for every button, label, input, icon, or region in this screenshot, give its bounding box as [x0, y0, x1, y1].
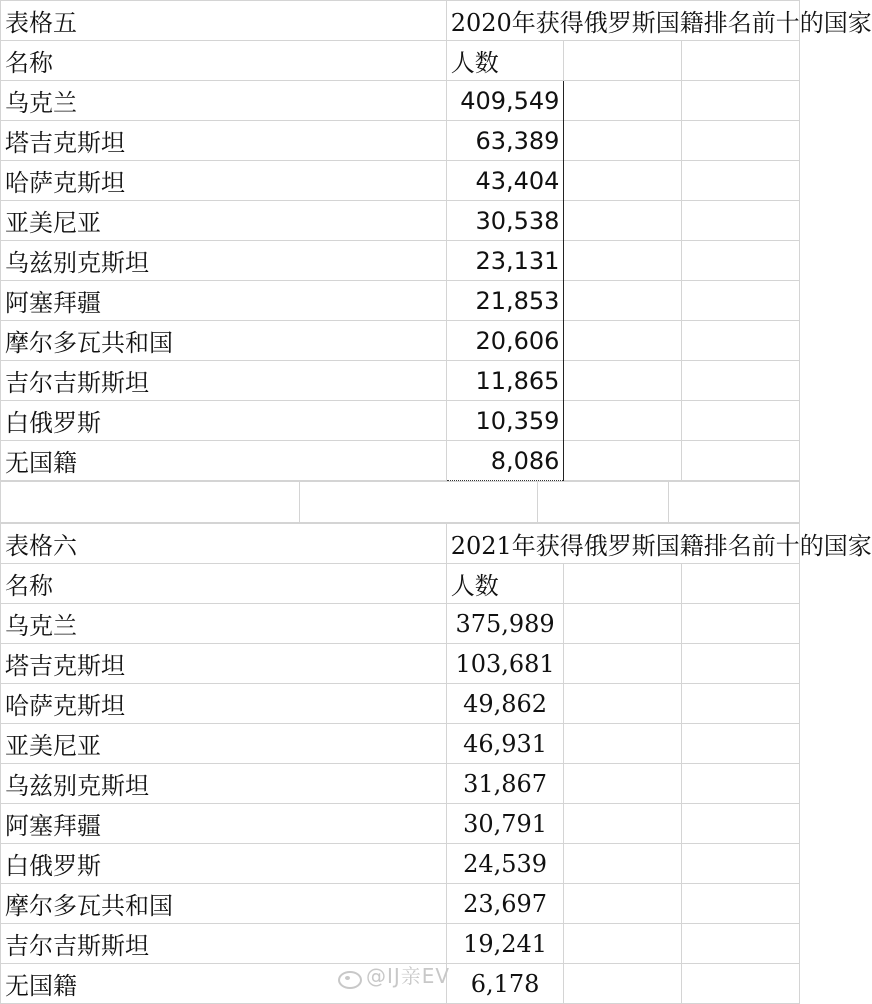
table-row [1, 604, 800, 644]
country-name-cell[interactable]: 哈萨克斯坦 [1, 161, 447, 201]
country-name-cell[interactable]: 哈萨克斯坦 [1, 684, 447, 724]
empty-cell[interactable] [564, 401, 682, 441]
header-name[interactable]: 名称 [1, 41, 447, 81]
table-row [1, 804, 800, 844]
count-cell[interactable]: 24,539 [446, 844, 564, 884]
count-cell[interactable]: 21,853 [446, 281, 564, 321]
header-row [1, 41, 800, 81]
table-row [1, 281, 800, 321]
table-label-row [1, 524, 800, 564]
table-label-row [1, 1, 800, 41]
country-name-cell[interactable]: 乌克兰 [1, 81, 447, 121]
country-name-cell[interactable]: 亚美尼亚 [1, 201, 447, 241]
empty-cell[interactable] [564, 361, 682, 401]
country-name-cell[interactable]: 白俄罗斯 [1, 401, 447, 441]
empty-cell[interactable] [682, 121, 800, 161]
watermark [336, 960, 450, 989]
count-cell[interactable]: 23,131 [446, 241, 564, 281]
empty-cell[interactable] [564, 644, 682, 684]
empty-cell[interactable] [682, 964, 800, 1004]
count-cell[interactable]: 30,538 [446, 201, 564, 241]
table-row [1, 121, 800, 161]
empty-cell[interactable] [564, 321, 682, 361]
empty-cell[interactable] [682, 161, 800, 201]
empty-cell[interactable] [682, 281, 800, 321]
empty-cell[interactable] [682, 684, 800, 724]
count-cell[interactable]: 375,989 [446, 604, 564, 644]
count-cell[interactable]: 10,359 [446, 401, 564, 441]
count-cell[interactable]: 6,178 [446, 964, 564, 1004]
empty-cell[interactable] [682, 604, 800, 644]
empty-cell[interactable] [682, 41, 800, 81]
table-row [1, 684, 800, 724]
count-cell[interactable]: 11,865 [446, 361, 564, 401]
count-cell[interactable]: 30,791 [446, 804, 564, 844]
country-name-cell[interactable]: 吉尔吉斯斯坦 [1, 924, 447, 964]
country-name-cell[interactable]: 乌兹别克斯坦 [1, 241, 447, 281]
empty-cell[interactable] [564, 241, 682, 281]
empty-cell[interactable] [682, 764, 800, 804]
table-row [1, 924, 800, 964]
empty-cell[interactable] [682, 401, 800, 441]
empty-cell[interactable] [682, 884, 800, 924]
table-title[interactable]: 2020年获得俄罗斯国籍排名前十的国家 [446, 1, 799, 41]
empty-cell[interactable] [682, 804, 800, 844]
empty-cell[interactable] [564, 41, 682, 81]
count-cell[interactable]: 46,931 [446, 724, 564, 764]
empty-cell[interactable] [537, 482, 668, 523]
country-name-cell[interactable]: 无国籍 [1, 441, 447, 481]
empty-cell[interactable] [682, 361, 800, 401]
empty-cell[interactable] [564, 764, 682, 804]
count-cell[interactable]: 8,086 [446, 441, 564, 481]
count-cell[interactable]: 49,862 [446, 684, 564, 724]
empty-cell[interactable] [682, 924, 800, 964]
empty-cell[interactable] [564, 964, 682, 1004]
header-count[interactable]: 人数 [446, 41, 564, 81]
table-row [1, 724, 800, 764]
empty-cell[interactable] [564, 441, 682, 481]
empty-cell[interactable] [564, 724, 682, 764]
empty-cell[interactable] [564, 604, 682, 644]
count-cell[interactable]: 19,241 [446, 924, 564, 964]
header-row [1, 564, 800, 604]
blank-row [1, 482, 800, 523]
empty-cell[interactable] [564, 884, 682, 924]
country-name-cell[interactable]: 吉尔吉斯斯坦 [1, 361, 447, 401]
table-row [1, 81, 800, 121]
header-count[interactable]: 人数 [446, 564, 564, 604]
header-name[interactable]: 名称 [1, 564, 447, 604]
table-row [1, 161, 800, 201]
country-name-cell[interactable]: 塔吉克斯坦 [1, 121, 447, 161]
empty-cell[interactable] [682, 564, 800, 604]
empty-cell[interactable] [564, 81, 682, 121]
count-cell[interactable]: 20,606 [446, 321, 564, 361]
table-row [1, 844, 800, 884]
table-row [1, 401, 800, 441]
count-cell[interactable]: 103,681 [446, 644, 564, 684]
empty-cell[interactable] [564, 161, 682, 201]
country-name-cell[interactable]: 无国籍 [1, 964, 447, 1004]
count-cell[interactable]: 23,697 [446, 884, 564, 924]
spacer-row [0, 481, 800, 523]
empty-cell[interactable] [1, 482, 300, 523]
count-cell[interactable]: 409,549 [446, 81, 564, 121]
empty-cell[interactable] [564, 844, 682, 884]
country-name-cell[interactable]: 阿塞拜疆 [1, 804, 447, 844]
empty-cell[interactable] [564, 804, 682, 844]
country-name-cell[interactable]: 摩尔多瓦共和国 [1, 884, 447, 924]
weibo-icon [336, 968, 362, 988]
empty-cell[interactable] [564, 924, 682, 964]
country-name-cell[interactable]: 亚美尼亚 [1, 724, 447, 764]
country-name-cell[interactable]: 白俄罗斯 [1, 844, 447, 884]
country-name-cell[interactable]: 摩尔多瓦共和国 [1, 321, 447, 361]
empty-cell[interactable] [564, 281, 682, 321]
watermark-text: @IJ亲EV [366, 964, 451, 988]
table-title[interactable]: 2021年获得俄罗斯国籍排名前十的国家 [446, 524, 799, 564]
count-cell[interactable]: 31,867 [446, 764, 564, 804]
count-cell[interactable]: 43,404 [446, 161, 564, 201]
empty-cell[interactable] [564, 684, 682, 724]
empty-cell[interactable] [682, 441, 800, 481]
table-row [1, 884, 800, 924]
empty-cell[interactable] [300, 482, 537, 523]
country-name-cell[interactable]: 乌兹别克斯坦 [1, 764, 447, 804]
count-cell[interactable]: 63,389 [446, 121, 564, 161]
empty-cell[interactable] [564, 201, 682, 241]
table-label[interactable]: 表格五 [1, 1, 447, 41]
table-row [1, 241, 800, 281]
country-name-cell[interactable]: 乌克兰 [1, 604, 447, 644]
table-row [1, 441, 800, 481]
empty-cell[interactable] [682, 201, 800, 241]
table-label[interactable]: 表格六 [1, 524, 447, 564]
table-2021 [0, 523, 872, 1004]
table-row [1, 361, 800, 401]
empty-cell[interactable] [564, 564, 682, 604]
empty-cell[interactable] [682, 321, 800, 361]
table-row [1, 201, 800, 241]
table-row [1, 644, 800, 684]
empty-cell[interactable] [682, 81, 800, 121]
empty-cell[interactable] [682, 844, 800, 884]
empty-cell[interactable] [682, 724, 800, 764]
country-name-cell[interactable]: 塔吉克斯坦 [1, 644, 447, 684]
table-row [1, 321, 800, 361]
table-row [1, 764, 800, 804]
empty-cell[interactable] [668, 482, 799, 523]
country-name-cell[interactable]: 阿塞拜疆 [1, 281, 447, 321]
empty-cell[interactable] [682, 644, 800, 684]
empty-cell[interactable] [564, 121, 682, 161]
table-2020 [0, 0, 872, 481]
empty-cell[interactable] [682, 241, 800, 281]
